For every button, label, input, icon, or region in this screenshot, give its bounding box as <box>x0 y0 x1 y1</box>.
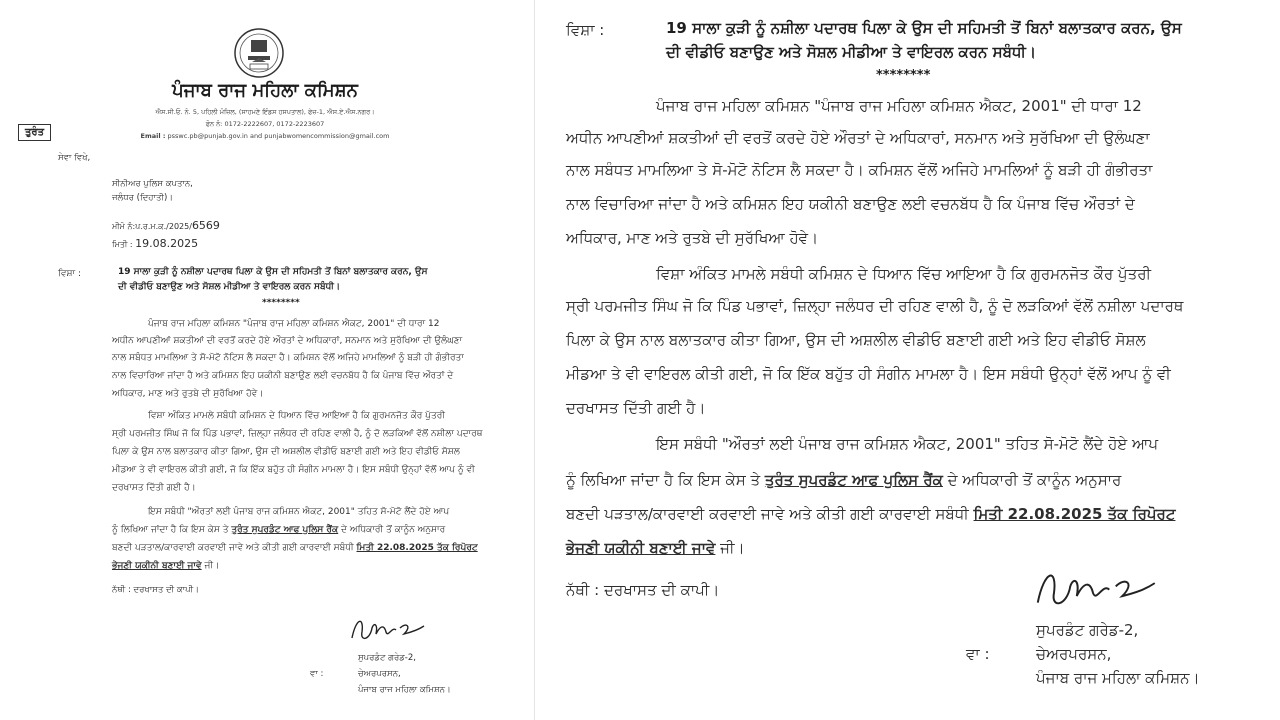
para3-line-4-zoom <box>566 538 745 558</box>
para3-line-3-zoom <box>566 504 1175 524</box>
letterhead-email-line <box>0 132 530 140</box>
para3-line-2 <box>112 524 445 536</box>
para2-line-4: ਮੀਡਆ ਤੇ ਵੀ ਵਾਇਰਲ ਕੀਤੀ ਗਈ, ਜੋ ਕਿ ਇੱਕ ਬਹੁੱਤ ਹੀ ਸੰਗੀਨ ਮਾਮਲਾ ਹੈ। ਇਸ ਸਬੰਧੀ ਉਨ੍ਹਾਂ ਵੱਲੋਂ ਆਪ ਨੂੰ ਵੀ <box>112 465 475 475</box>
para3-emphasis-rank: ਤੁਰੰਤ ਸੁਪਰਡੰਟ ਆਫ ਪੁਲਿਸ ਰੈਂਕ <box>231 525 339 535</box>
government-emblem-icon <box>232 26 286 80</box>
para2-line-5-zoom: ਦਰਖਾਸਤ ਦਿੱਤੀ ਗਈ ਹੈ। <box>566 399 706 417</box>
para3-emphasis-rank-zoom: ਤੁਰੰਤ ਸੁਪਰਡੰਟ ਆਫ ਪੁਲਿਸ ਰੈਂਕ <box>764 471 943 489</box>
page-divider <box>534 0 535 720</box>
para1-line-2: ਅਧੀਨ ਆਪਣੀਆਂ ਸ਼ਕਤੀਆਂ ਦੀ ਵਰਤੋਂ ਕਰਦੇ ਹੋਏ ਔਰਤਾਂ ਦੇ ਅਧਿਕਾਰਾਂ, ਸਨਮਾਨ ਅਤੇ ਸੁਰੱਖਿਆ ਦੀ ਉਲੰਘਣਾ <box>112 336 463 346</box>
para2-line-4-zoom: ਮੀਡਆ ਤੇ ਵੀ ਵਾਇਰਲ ਕੀਤੀ ਗਈ, ਜੋ ਕਿ ਇੱਕ ਬਹੁੱਤ ਹੀ ਸੰਗੀਨ ਮਾਮਲਾ ਹੈ। ਇਸ ਸਬੰਧੀ ਉਨ੍ਹਾਂ ਵੱਲੋਂ ਆਪ ਨੂੰ ਵੀ <box>566 365 1171 383</box>
para3-emphasis-ensure-zoom: ਭੇਜਣੀ ਯਕੀਨੀ ਬਣਾਈ ਜਾਵੇ <box>566 539 716 557</box>
subject-label-zoom: ਵਿਸ਼ਾ : <box>566 21 605 39</box>
letterhead-address: ਐਸ.ਸੀ.ਓ. ਨੰ. 5, ਪਹਿਲੀ ਮੰਜ਼ਿਲ, (ਸਾਹਮਣੇ ਇੰਡਸ ਹਸਪਤਾਲ), ਫੇਜ਼-1, ਐਸ.ਏ.ਐਸ.ਨਗਰ। <box>155 108 375 116</box>
signatory-line-1-zoom: ਸੁਪਰਡੰਟ ਗਰੇਡ-2, <box>1036 621 1139 639</box>
recipient-line-2: ਜਲੰਧਰ (ਦਿਹਾਤੀ)। <box>112 193 173 203</box>
memo-label: ਮੀਮੋ ਨੰ:ਪ.ਰ.ਮ.ਕ./2025/ <box>112 222 192 231</box>
para1-line-5-zoom: ਅਧਿਕਾਰ, ਮਾਣ ਅਤੇ ਰੁਤਬੇ ਦੀ ਸੁਰੱਖਿਆ ਹੋਵੇ। <box>566 229 819 247</box>
subject-line-1: 19 ਸਾਲਾ ਕੁੜੀ ਨੂੰ ਨਸ਼ੀਲਾ ਪਦਾਰਥ ਪਿਲਾ ਕੇ ਉਸ ਦੀ ਸਹਿਮਤੀ ਤੋਂ ਬਿਨਾਂ ਬਲਾਤਕਾਰ ਕਰਨ, ਉਸ <box>118 267 428 277</box>
for-label: ਵਾ : <box>310 669 324 679</box>
para1-line-5: ਅਧਿਕਾਰ, ਮਾਣ ਅਤੇ ਰੁਤਬੇ ਦੀ ਸੁਰੱਖਿਆ ਹੋਵੇ। <box>112 389 264 399</box>
para3-text-a: ਨੂੰ ਲਿਖਿਆ ਜਾਂਦਾ ਹੈ ਕਿ ਇਸ ਕੇਸ ਤੇ <box>112 525 232 535</box>
para3-text-b: ਦੇ ਅਧਿਕਾਰੀ ਤੋਂ ਕਾਨੂੰਨ ਅਨੁਸਾਰ <box>338 525 446 535</box>
para3-text-b-zoom: ਦੇ ਅਧਿਕਾਰੀ ਤੋਂ ਕਾਨੂੰਨ ਅਨੁਸਾਰ <box>942 471 1122 489</box>
para1-line-3: ਨਾਲ ਸਬੰਧਤ ਮਾਮਲਿਆ ਤੇ ਸੋ-ਮੋਟੋ ਨੋਟਿਸ ਲੈ ਸਕਦਾ ਹੈ। ਕਮਿਸ਼ਨ ਵੱਲੋਂ ਅਜਿਹੇ ਮਾਮਲਿਆਂ ਨੂੰ ਬੜੀ ਹੀ ਗੰਭੀਰਤਾ <box>112 353 464 363</box>
subject-line-1-zoom: 19 ਸਾਲਾ ਕੁੜੀ ਨੂੰ ਨਸ਼ੀਲਾ ਪਦਾਰਥ ਪਿਲਾ ਕੇ ਉਸ ਦੀ ਸਹਿਮਤੀ ਤੋਂ ਬਿਨਾਂ ਬਲਾਤਕਾਰ ਕਰਨ, ਉਸ <box>666 19 1182 37</box>
subject-line-2-zoom: ਦੀ ਵੀਡੀਓ ਬਣਾਉਣ ਅਤੇ ਸੋਸ਼ਲ ਮੀਡੀਆ ਤੇ ਵਾਇਰਲ ਕਰਨ ਸਬੰਧੀ। <box>666 43 1037 61</box>
para1-line-2-zoom: ਅਧੀਨ ਆਪਣੀਆਂ ਸ਼ਕਤੀਆਂ ਦੀ ਵਰਤੋਂ ਕਰਦੇ ਹੋਏ ਔਰਤਾਂ ਦੇ ਅਧਿਕਾਰਾਂ, ਸਨਮਾਨ ਅਤੇ ਸੁਰੱਖਿਆ ਦੀ ਉਲੰਘਣਾ <box>566 129 1150 147</box>
para1-line-1: ਪੰਜਾਬ ਰਾਜ ਮਹਿਲਾ ਕਮਿਸ਼ਨ "ਪੰਜਾਬ ਰਾਜ ਮਹਿਲਾ ਕਮਿਸ਼ਨ ਐਕਟ, 2001" ਦੀ ਧਾਰਾ 12 <box>148 319 440 329</box>
para1-line-3-zoom: ਨਾਲ ਸਬੰਧਤ ਮਾਮਲਿਆ ਤੇ ਸੋ-ਮੋਟੋ ਨੋਟਿਸ ਲੈ ਸਕਦਾ ਹੈ। ਕਮਿਸ਼ਨ ਵੱਲੋਂ ਅਜਿਹੇ ਮਾਮਲਿਆਂ ਨੂੰ ਬੜੀ ਹੀ ਗੰਭੀਰਤਾ <box>566 161 1153 179</box>
para1-line-4: ਨਾਲ ਵਿਚਾਰਿਆ ਜਾਂਦਾ ਹੈ ਅਤੇ ਕਮਿਸ਼ਨ ਇਹ ਯਕੀਨੀ ਬਣਾਉਣ ਲਈ ਵਚਨਬੱਧ ਹੈ ਕਿ ਪੰਜਾਬ ਵਿੱਚ ਔਰਤਾਂ ਦੇ <box>112 371 454 381</box>
letter-page-right-zoom <box>540 0 1280 720</box>
memo-line <box>112 220 220 233</box>
para3-emphasis-deadline-zoom: ਮਿਤੀ 22.08.2025 ਤੱਕ ਰਿਪੋਰਟ <box>973 505 1176 523</box>
para3-text-c-zoom: ਬਣਦੀ ਪੜਤਾਲ/ਕਾਰਵਾਈ ਕਰਵਾਈ ਜਾਵੇ ਅਤੇ ਕੀਤੀ ਗਈ ਕਾਰਵਾਈ ਸਬੰਧੀ <box>566 505 974 523</box>
urgent-stamp: ਤੁਰੰਤ <box>18 124 51 141</box>
signatory-line-2: ਚੇਅਰਪਰਸਨ, <box>358 669 401 679</box>
para3-line-1: ਇਸ ਸਬੰਧੀ "ਔਰਤਾਂ ਲਈ ਪੰਜਾਬ ਰਾਜ ਕਮਿਸ਼ਨ ਐਕਟ, 2001" ਤਹਿਤ ਸੋ-ਮੋਟੋ ਲੈਂਦੇ ਹੋਏ ਆਪ <box>148 507 450 517</box>
para3-text-d-zoom: ਜੀ। <box>715 539 745 557</box>
signatory-line-1: ਸੁਪਰਡੰਟ ਗਰੇਡ-2, <box>358 653 416 663</box>
salutation: ਸੇਵਾ ਵਿਖੇ, <box>58 153 91 163</box>
date-label: ਮਿਤੀ : <box>112 240 136 249</box>
para3-line-2-zoom <box>566 470 1121 490</box>
para2-line-2-zoom: ਸ੍ਰੀ ਪਰਮਜੀਤ ਸਿੰਘ ਜੋ ਕਿ ਪਿੰਡ ਪਭਾਵਾਂ, ਜ਼ਿਲ੍ਹਾ ਜਲੰਧਰ ਦੀ ਰਹਿਣ ਵਾਲੀ ਹੈ, ਨੂੰ ਦੋ ਲੜਕਿਆਂ ਵੱਲੋਂ ਨਸ਼ੀਲਾ ਪਦਾਰਥ <box>566 297 1184 315</box>
para3-emphasis-ensure: ਭੇਜਣੀ ਯਕੀਨੀ ਬਣਾਈ ਜਾਵੇ <box>112 561 202 571</box>
signatory-line-3-zoom: ਪੰਜਾਬ ਰਾਜ ਮਹਿਲਾ ਕਮਿਸ਼ਨ। <box>1036 669 1200 687</box>
stars-separator: ******** <box>262 298 300 308</box>
para2-line-3-zoom: ਪਿਲਾ ਕੇ ਉਸ ਨਾਲ ਬਲਾਤਕਾਰ ਕੀਤਾ ਗਿਆ, ਉਸ ਦੀ ਅਸ਼ਲੀਲ ਵੀਡੀਓ ਬਣਾਈ ਗਈ ਅਤੇ ਇਹ ਵੀਡੀਓ ਸੋਸ਼ਲ <box>566 331 1146 349</box>
para3-line-4 <box>112 560 219 572</box>
handwritten-signature <box>346 612 426 646</box>
email-label: Email : <box>140 132 166 140</box>
letterhead-org-name: ਪੰਜਾਬ ਰਾਜ ਮਹਿਲਾ ਕਮਿਸ਼ਨ <box>172 80 358 101</box>
para2-line-3: ਪਿਲਾ ਕੇ ਉਸ ਨਾਲ ਬਲਾਤਕਾਰ ਕੀਤਾ ਗਿਆ, ਉਸ ਦੀ ਅਸ਼ਲੀਲ ਵੀਡੀਓ ਬਣਾਈ ਗਈ ਅਤੇ ਇਹ ਵੀਡੀਓ ਸੋਸ਼ਲ <box>112 447 460 457</box>
date-value: 19.08.2025 <box>135 237 199 250</box>
signatory-line-2-zoom: ਚੇਅਰਪਰਸਨ, <box>1036 645 1112 663</box>
para3-text-a-zoom: ਨੂੰ ਲਿਖਿਆ ਜਾਂਦਾ ਹੈ ਕਿ ਇਸ ਕੇਸ ਤੇ <box>566 471 765 489</box>
letterhead-phone: ਫੋਨ ਨੰ: 0172-2222607, 0172-2223607 <box>205 120 325 128</box>
para1-line-1-zoom: ਪੰਜਾਬ ਰਾਜ ਮਹਿਲਾ ਕਮਿਸ਼ਨ "ਪੰਜਾਬ ਰਾਜ ਮਹਿਲਾ ਕਮਿਸ਼ਨ ਐਕਟ, 2001" ਦੀ ਧਾਰਾ 12 <box>656 97 1142 115</box>
para3-line-3 <box>112 542 478 554</box>
subject-line-2: ਦੀ ਵੀਡੀਓ ਬਣਾਉਣ ਅਤੇ ਸੋਸ਼ਲ ਮੀਡੀਆ ਤੇ ਵਾਇਰਲ ਕਰਨ ਸਬੰਧੀ। <box>118 282 341 292</box>
para3-text-d: ਜੀ। <box>201 561 220 571</box>
recipient-line-1: ਸੀਨੀਅਰ ਪੁਲਿਸ ਕਪਤਾਨ, <box>112 179 193 189</box>
para3-emphasis-deadline: ਮਿਤੀ 22.08.2025 ਤੱਕ ਰਿਪੋਰਟ <box>356 543 478 553</box>
para2-line-1: ਵਿਸ਼ਾ ਅੰਕਿਤ ਮਾਮਲੇ ਸਬੰਧੀ ਕਮਿਸ਼ਨ ਦੇ ਧਿਆਨ ਵਿੱਚ ਆਇਆ ਹੈ ਕਿ ਗੁਰਮਨਜੋਤ ਕੌਰ ਪੁੱਤਰੀ <box>148 411 446 421</box>
for-label-zoom: ਵਾ : <box>966 645 990 663</box>
para2-line-5: ਦਰਖਾਸਤ ਦਿੱਤੀ ਗਈ ਹੈ। <box>112 483 196 493</box>
signatory-line-3: ਪੰਜਾਬ ਰਾਜ ਮਹਿਲਾ ਕਮਿਸ਼ਨ। <box>358 685 451 695</box>
stars-separator-zoom: ******** <box>876 68 931 83</box>
subject-label: ਵਿਸ਼ਾ : <box>58 269 81 279</box>
memo-number: 6569 <box>191 219 220 232</box>
para3-line-1-zoom: ਇਸ ਸਬੰਧੀ "ਔਰਤਾਂ ਲਈ ਪੰਜਾਬ ਰਾਜ ਕਮਿਸ਼ਨ ਐਕਟ, 2001" ਤਹਿਤ ਸੋ-ਮੋਟੋ ਲੈਂਦੇ ਹੋਏ ਆਪ <box>656 435 1159 453</box>
date-line <box>112 238 198 251</box>
para2-line-1-zoom: ਵਿਸ਼ਾ ਅੰਕਿਤ ਮਾਮਲੇ ਸਬੰਧੀ ਕਮਿਸ਼ਨ ਦੇ ਧਿਆਨ ਵਿੱਚ ਆਇਆ ਹੈ ਕਿ ਗੁਰਮਨਜੋਤ ਕੌਰ ਪੁੱਤਰੀ <box>656 265 1152 283</box>
letter-page-left <box>0 0 530 720</box>
email-value: psswc.pb@punjab.gov.in and punjabwomencommission@gmail.com <box>167 132 390 140</box>
para1-line-4-zoom: ਨਾਲ ਵਿਚਾਰਿਆ ਜਾਂਦਾ ਹੈ ਅਤੇ ਕਮਿਸ਼ਨ ਇਹ ਯਕੀਨੀ ਬਣਾਉਣ ਲਈ ਵਚਨਬੱਧ ਹੈ ਕਿ ਪੰਜਾਬ ਵਿੱਚ ਔਰਤਾਂ ਦੇ <box>566 195 1135 213</box>
enclosure-note-zoom: ਨੱਥੀ : ਦਰਖਾਸਤ ਦੀ ਕਾਪੀ। <box>566 581 720 599</box>
para3-text-c: ਬਣਦੀ ਪੜਤਾਲ/ਕਾਰਵਾਈ ਕਰਵਾਈ ਜਾਵੇ ਅਤੇ ਕੀਤੀ ਗਈ ਕਾਰਵਾਈ ਸਬੰਧੀ <box>112 543 357 553</box>
para2-line-2: ਸ੍ਰੀ ਪਰਮਜੀਤ ਸਿੰਘ ਜੋ ਕਿ ਪਿੰਡ ਪਭਾਵਾਂ, ਜ਼ਿਲ੍ਹਾ ਜਲੰਧਰ ਦੀ ਰਹਿਣ ਵਾਲੀ ਹੈ, ਨੂੰ ਦੋ ਲੜਕਿਆਂ ਵੱਲੋਂ ਨਸ਼ੀਲਾ ਪਦਾਰਥ <box>112 429 483 439</box>
handwritten-signature-zoom <box>1028 560 1158 616</box>
enclosure-note: ਨੱਥੀ : ਦਰਖਾਸਤ ਦੀ ਕਾਪੀ। <box>112 585 199 595</box>
